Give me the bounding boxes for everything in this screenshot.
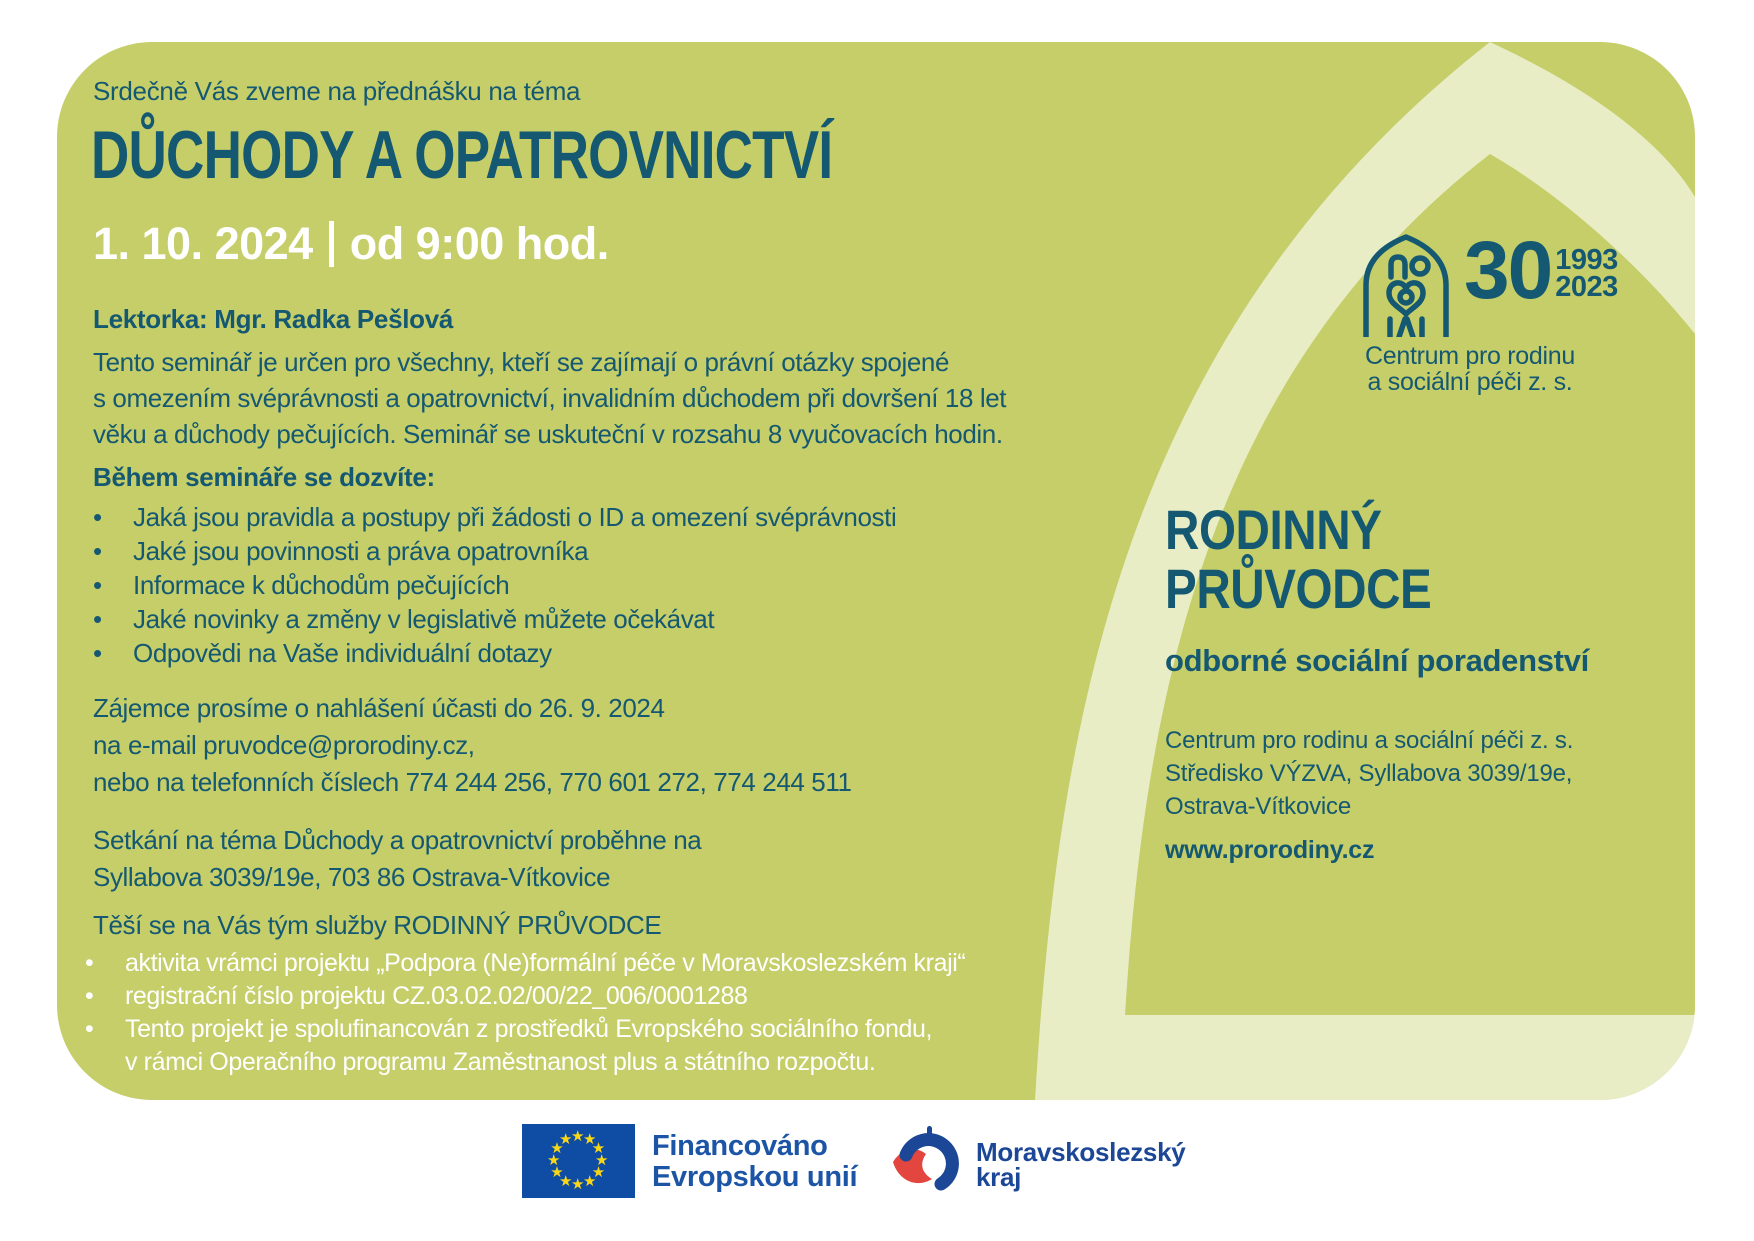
project-note-continuation: [85, 1046, 965, 1079]
project-note-text: Tento projekt je spolufinancován z prostředků Evropského sociálního fondu,: [125, 1015, 933, 1043]
date-time-line: [93, 218, 609, 270]
eu-star-icon: ★: [547, 1152, 561, 1169]
eu-star-icon: ★: [591, 1140, 606, 1157]
lecture-title: [91, 116, 1041, 194]
service-address: [1165, 724, 1573, 823]
agenda-list: [93, 500, 896, 670]
service-address-line: Ostrava-Vítkovice: [1165, 793, 1351, 820]
eu-funding-line: Financováno: [652, 1130, 828, 1162]
project-note: [85, 1013, 965, 1046]
arch-family-icon: [1362, 233, 1450, 337]
eu-star-icon: ★: [571, 1176, 585, 1193]
bullet-icon: [93, 636, 133, 670]
agenda-item: [93, 636, 896, 670]
closing-line: Těší se na Vás tým služby RODINNÝ PRŮVODCE: [93, 910, 662, 940]
eu-star-icon: ★: [571, 1128, 585, 1145]
registration-deadline: Zájemce prosíme o nahlášení účasti do 26. 9. 2024: [93, 693, 665, 723]
eu-star-icon: ★: [550, 1164, 564, 1181]
service-title: [1165, 500, 1478, 618]
lecture-date: 1. 10. 2024: [93, 218, 313, 269]
description-line: Tento seminář je určen pro všechny, kteří se zajímají o právní otázky spojené: [93, 347, 950, 377]
moravskoslezsky-kraj-label: [976, 1137, 1186, 1192]
org-caption-line: Centrum pro rodinu: [1365, 342, 1575, 370]
eu-star-icon: ★: [595, 1152, 609, 1169]
bullet-icon: [93, 568, 133, 602]
eu-star-icon: ★: [591, 1164, 606, 1181]
service-title-line2: PRŮVODCE: [1165, 557, 1432, 620]
registration-block: [93, 690, 852, 801]
bullet-icon: [85, 1013, 125, 1046]
project-note-text: v rámci Operačního programu Zaměstnanost plus a státního rozpočtu.: [125, 1048, 876, 1076]
agenda-heading: Během semináře se dozvíte:: [93, 462, 435, 492]
venue-line: Setkání na téma Důchody a opatrovnictví proběhne na: [93, 825, 702, 855]
eu-funding-label: [652, 1131, 857, 1193]
agenda-item-text: Odpovědi na Vaše individuální dotazy: [133, 638, 552, 668]
bullet-icon: [85, 947, 125, 980]
agenda-item-text: Jaká jsou pravidla a postupy při žádosti o ID a omezení svéprávnosti: [133, 502, 897, 532]
bullet-icon: [93, 500, 133, 534]
service-address-line: Středisko VÝZVA, Syllabova 3039/19e,: [1165, 760, 1573, 787]
eu-star-icon: ★: [583, 1131, 597, 1149]
eu-funding-line: Evropskou unií: [652, 1161, 858, 1193]
registration-email[interactable]: na e-mail pruvodce@prorodiny.cz,: [93, 730, 475, 760]
project-note-text: aktivita vrámci projektu „Podpora (Ne)formální péče v Moravskoslezském kraji“: [125, 949, 966, 977]
eu-star-icon: ★: [583, 1172, 597, 1190]
venue-block: [93, 822, 701, 896]
anniversary-years: [1555, 244, 1618, 303]
bullet-icon: [93, 602, 133, 636]
eu-star-icon: ★: [559, 1172, 573, 1190]
bullet-icon: [93, 534, 133, 568]
description-line: věku a důchody pečujících. Seminář se uskuteční v rozsahu 8 vyučovacích hodin.: [93, 419, 1003, 449]
anniversary-year-to: 2023: [1555, 271, 1618, 303]
service-address-line: Centrum pro rodinu a sociální péči z. s.: [1165, 727, 1574, 754]
agenda-item-text: Jaké jsou povinnosti a práva opatrovníka: [133, 536, 589, 566]
agenda-item-text: Jaké novinky a změny v legislativě můžete očekávat: [133, 604, 715, 634]
description-line: s omezením svéprávnosti a opatrovnictví, invalidním důchodem při dovršení 18 let: [93, 383, 1007, 413]
venue-line: Syllabova 3039/19e, 703 86 Ostrava-Vítkovice: [93, 862, 611, 892]
agenda-item: [93, 534, 896, 568]
project-note: [85, 980, 965, 1013]
invitation-intro: Srdečně Vás zveme na přednášku na téma: [93, 76, 581, 106]
bullet-icon: [85, 980, 125, 1013]
description-paragraph: [93, 344, 1006, 452]
agenda-item: [93, 500, 896, 534]
agenda-item-text: Informace k důchodům pečujících: [133, 570, 510, 600]
lecture-time: od 9:00 hod.: [349, 218, 609, 269]
msk-label-line: kraj: [976, 1162, 1022, 1192]
flyer-card: [57, 42, 1695, 1100]
project-note: [85, 947, 965, 980]
project-notes: [85, 947, 965, 1079]
moravskoslezsky-kraj-emblem-icon: [891, 1126, 967, 1198]
registration-phones: nebo na telefonních číslech 774 244 256, 770 601 272, 774 244 511: [93, 767, 852, 797]
service-subtitle: odborné sociální poradenství: [1165, 643, 1589, 678]
lecture-title-text: DŮCHODY A OPATROVNICTVÍ: [91, 117, 833, 193]
eu-star-icon: ★: [550, 1140, 564, 1157]
service-title-line1: RODINNÝ: [1165, 498, 1382, 561]
lecturer-line: Lektorka: Mgr. Radka Pešlová: [93, 304, 454, 334]
service-website-link[interactable]: www.prorodiny.cz: [1165, 836, 1375, 864]
msk-label-line: Moravskoslezský: [976, 1137, 1186, 1167]
anniversary-year-from: 1993: [1555, 244, 1618, 276]
anniversary-number: 30: [1464, 225, 1552, 316]
date-time-separator: [329, 221, 334, 267]
agenda-item: [93, 602, 896, 636]
org-anniversary-logo: [1362, 225, 1618, 337]
project-note-text: registrační číslo projektu CZ.03.02.02/00/22_006/0001288: [125, 982, 748, 1010]
agenda-item: [93, 568, 896, 602]
org-caption-line: a sociální péči z. s.: [1367, 368, 1573, 396]
eu-flag-icon: [522, 1124, 635, 1198]
eu-star-icon: ★: [559, 1131, 573, 1149]
org-logo-caption: [1305, 343, 1635, 395]
